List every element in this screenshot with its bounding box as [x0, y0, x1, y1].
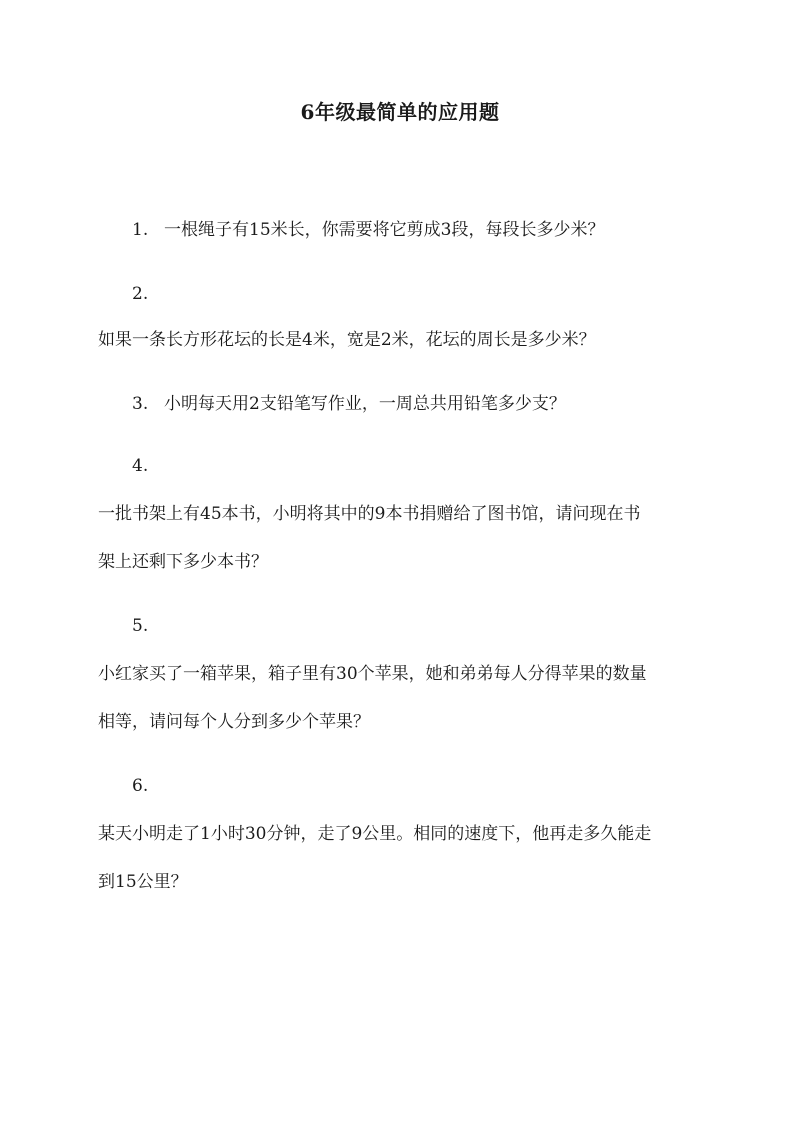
question-number: 2.	[132, 284, 149, 304]
question-text: 到15公里？	[98, 872, 188, 892]
question-number: 5.	[132, 616, 149, 636]
question-text: 相等，请问每个人分到多少个苹果？	[98, 712, 370, 732]
question-text: 某天小明走了1小时30分钟，走了9公里。相同的速度下，他再走多久能走	[98, 824, 652, 844]
question-1	[132, 216, 604, 244]
page-title: 6年级最简单的应用题	[300, 100, 500, 124]
question-text: 如果一条长方形花坛的长是4米，宽是2米，花坛的周长是多少米？	[98, 330, 596, 350]
question-text: 小红家买了一箱苹果，箱子里有30个苹果，她和弟弟每人分得苹果的数量	[98, 664, 647, 684]
question-number: 4.	[132, 456, 149, 476]
question-3	[132, 390, 566, 418]
question-text: 小明每天用2支铅笔写作业，一周总共用铅笔多少支？	[164, 394, 566, 414]
question-text: 一批书架上有45本书，小明将其中的9本书捐赠给了图书馆，请问现在书	[98, 504, 641, 524]
question-number: 3.	[132, 394, 149, 414]
question-number: 1.	[132, 220, 149, 240]
question-number: 6.	[132, 776, 149, 796]
question-text: 架上还剩下多少本书？	[98, 552, 268, 572]
question-text: 一根绳子有15米长，你需要将它剪成3段，每段长多少米？	[164, 220, 605, 240]
